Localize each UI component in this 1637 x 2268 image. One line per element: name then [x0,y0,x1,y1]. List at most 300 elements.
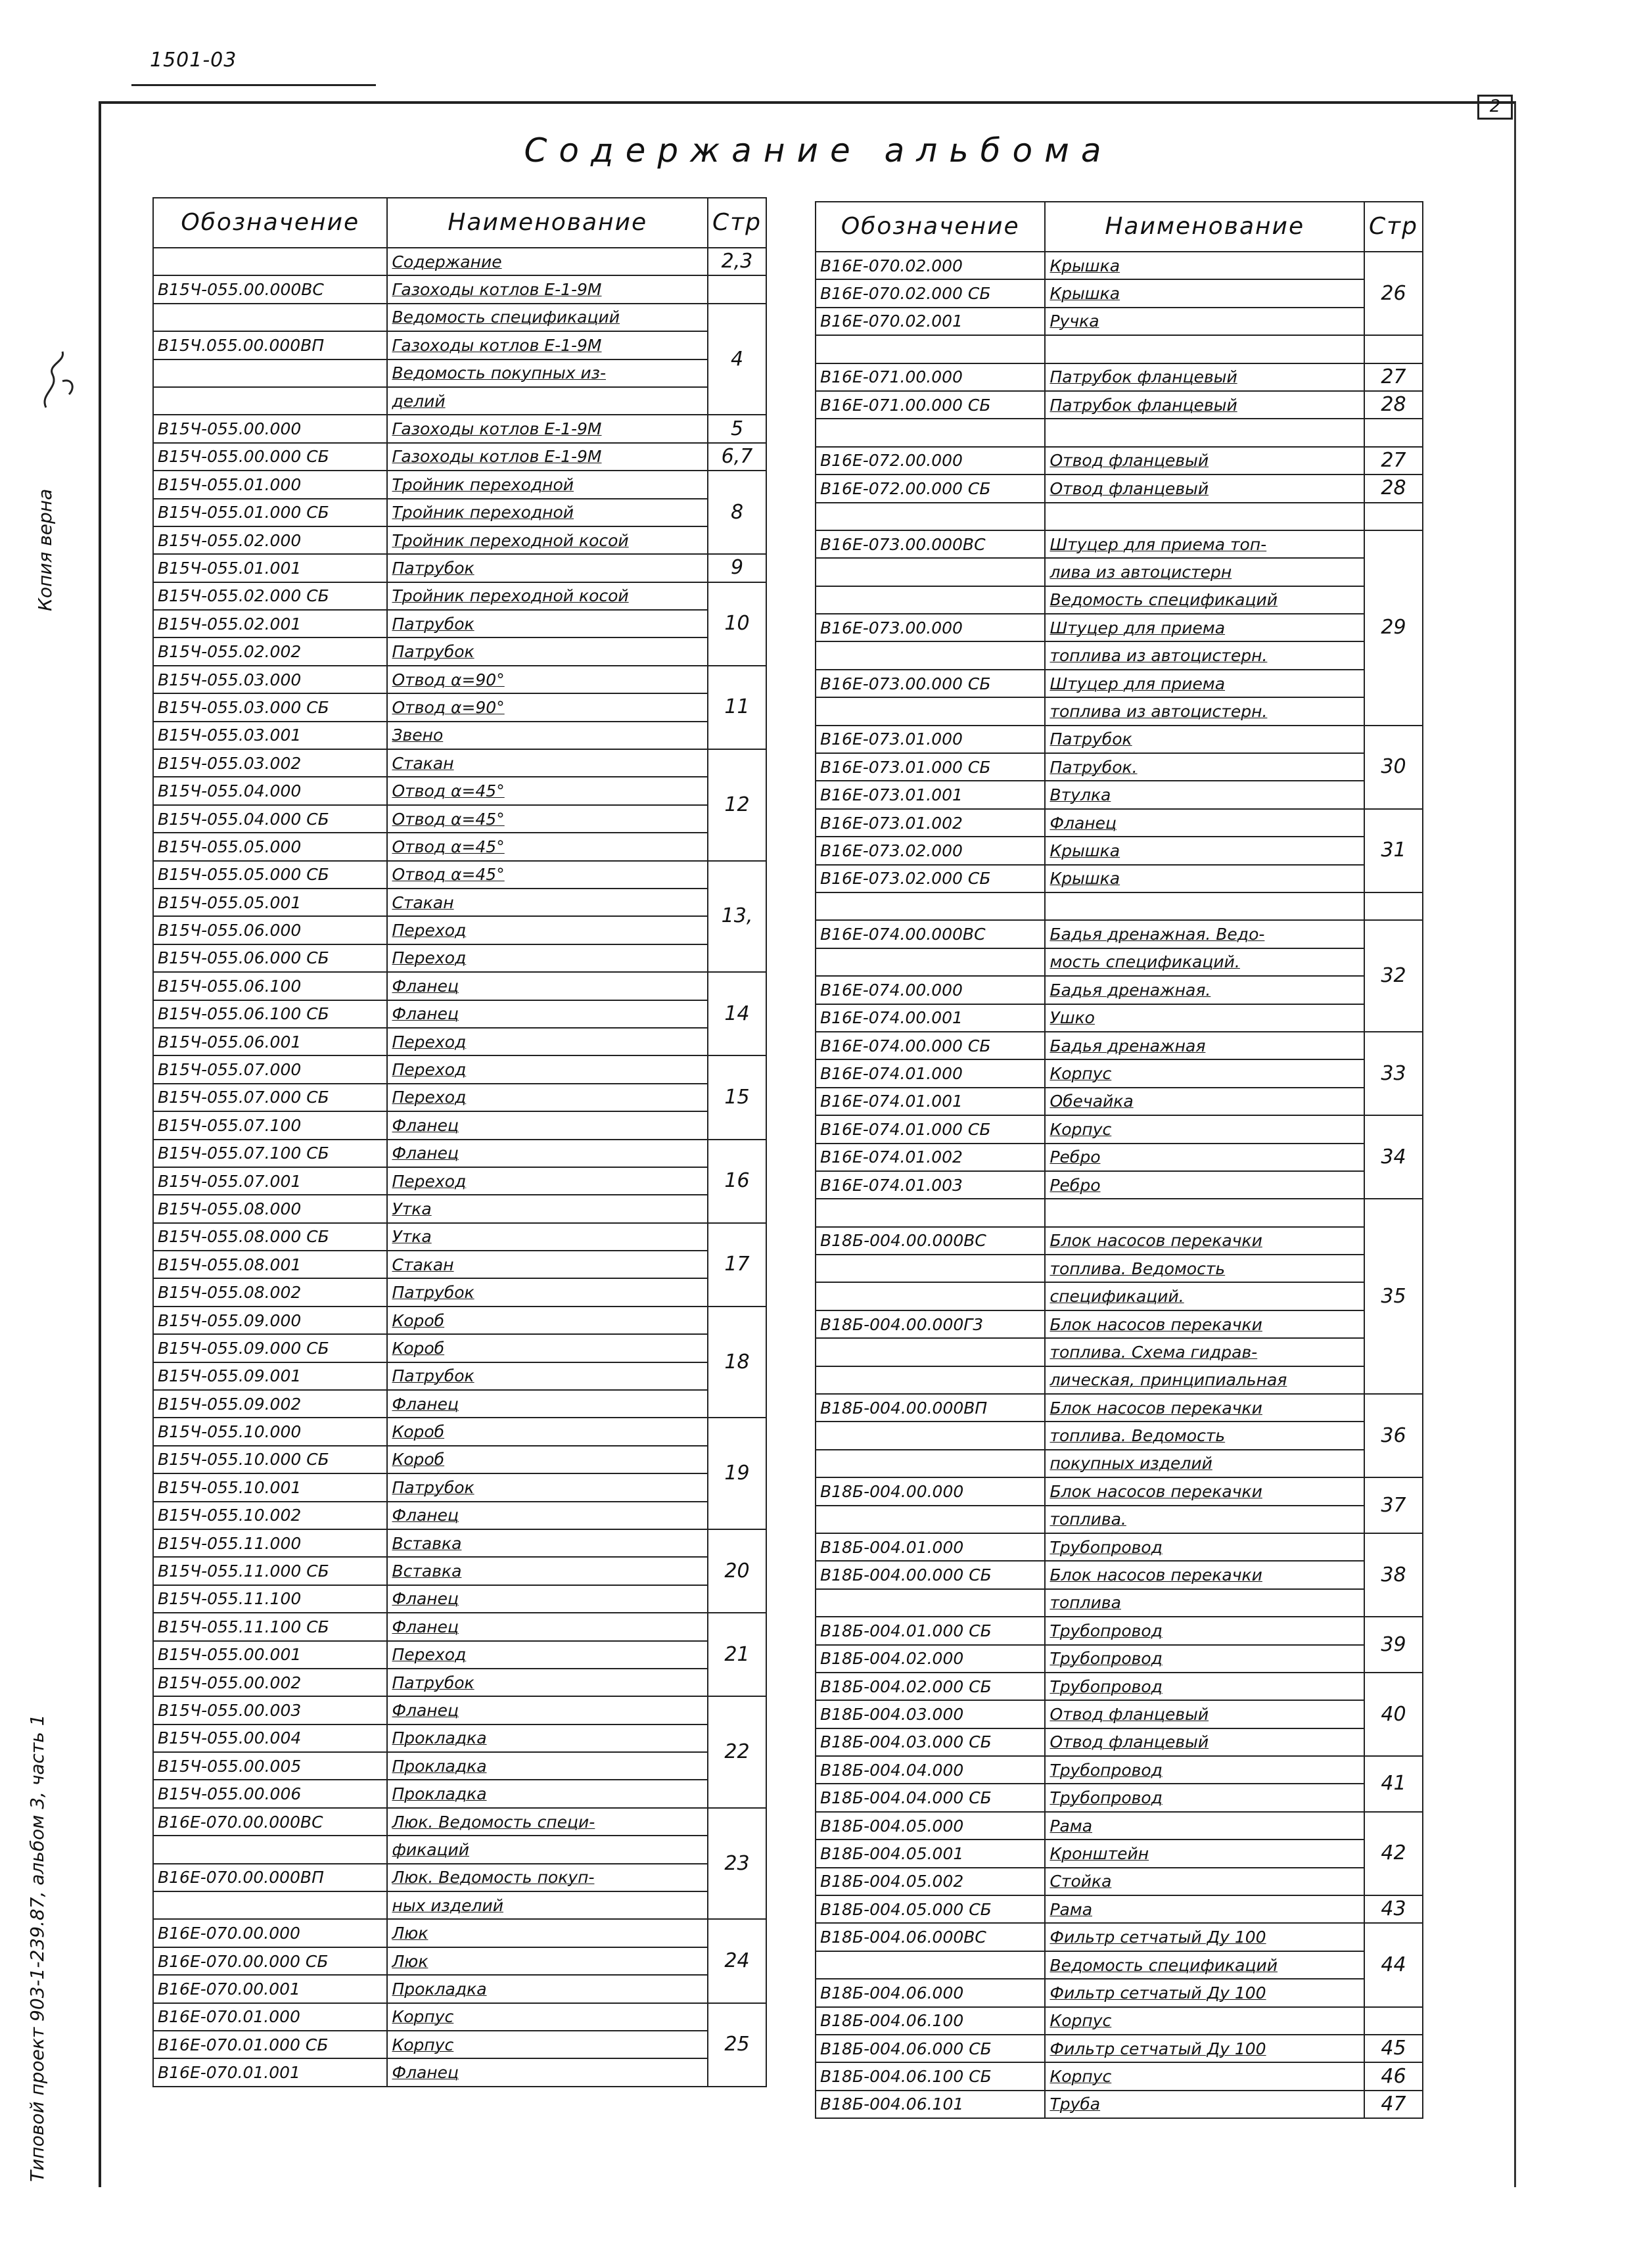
name-cell: Стакан [387,749,708,777]
table-row [816,1617,1423,1644]
table-row [153,1864,766,1891]
name-cell: Штуцер для приема топ- [1045,530,1364,558]
table-row [816,1059,1423,1087]
name-cell: Газоходы котлов Е-1-9М [387,331,708,359]
table-row [816,641,1423,669]
name-cell: Патрубок [387,1473,708,1501]
designation-cell [816,1951,1045,1979]
table-row [153,1919,766,1947]
table-row [816,1171,1423,1199]
table-row [816,1506,1423,1533]
designation-cell: В15Ч-055.08.001 [153,1251,387,1278]
page-cell: 37 [1364,1477,1423,1533]
designation-cell: В16Е-074.00.001 [816,1004,1045,1032]
designation-cell: В15Ч-055.10.000 [153,1418,387,1445]
name-cell: Штуцер для приема [1045,614,1364,641]
table-row [816,1088,1423,1115]
page-cell: 12 [708,749,766,861]
designation-cell: В15Ч-055.11.000 [153,1529,387,1557]
name-cell: Переход [387,1055,708,1083]
name-cell: Отвод α=45° [387,861,708,889]
name-cell: Блок насосов перекачки [1045,1227,1364,1255]
left-table-body [153,248,766,2087]
name-cell [1045,419,1364,446]
page-cell: 47 [1364,2091,1423,2118]
page-cell: 9 [708,554,766,582]
table-row [153,1390,766,1418]
table-row [816,781,1423,808]
table-row [816,474,1423,502]
table-row [816,1700,1423,1728]
name-cell: Крышка [1045,252,1364,279]
table-row [816,530,1423,558]
name-cell: лива из автоцистерн [1045,558,1364,586]
side-stamp-copy: Копия верна [34,488,56,611]
name-cell: Переход [387,916,708,944]
table-row [816,279,1423,307]
name-cell: Стакан [387,889,708,916]
name-cell: ных изделий [387,1891,708,1919]
designation-cell [816,1199,1045,1226]
designation-cell [816,419,1045,446]
page-cell: 11 [708,666,766,749]
name-cell: Отвод α=45° [387,805,708,833]
page-cell: 44 [1364,1923,1423,2006]
table-row [153,1334,766,1362]
designation-cell [816,1255,1045,1282]
table-row [153,749,766,777]
name-cell: Фланец [387,1696,708,1724]
table-row [153,1055,766,1083]
page-cell: 4 [708,304,766,415]
table-header-row [816,202,1423,252]
table-row [816,1394,1423,1422]
name-cell: фикаций [387,1836,708,1863]
name-cell: Утка [387,1195,708,1222]
name-cell: Отвод α=45° [387,833,708,860]
name-cell: топлива. Ведомость [1045,1422,1364,1449]
name-cell: Газоходы котлов Е-1-9М [387,443,708,471]
table-row [153,1808,766,1836]
designation-cell: В18Б-004.06.100 СБ [816,2062,1045,2090]
page-cell: 32 [1364,920,1423,1032]
table-row [153,1529,766,1557]
table-row [153,1891,766,1919]
name-cell: топлива [1045,1589,1364,1617]
name-cell: Ребро [1045,1144,1364,1171]
designation-cell: В16Е-073.00.000 СБ [816,670,1045,697]
name-cell: Короб [387,1446,708,1473]
name-cell: Звено [387,722,708,749]
page-cell: 8 [708,471,766,554]
name-cell: Патрубок [387,554,708,582]
table-row [153,2031,766,2058]
name-cell: Переход [387,1028,708,1055]
table-row [153,554,766,582]
designation-cell [816,503,1045,530]
name-cell: Ведомость спецификаций [1045,586,1364,614]
table-row [153,833,766,860]
designation-cell [816,1450,1045,1477]
designation-cell: В15Ч-055.08.000 СБ [153,1223,387,1251]
name-cell [1045,335,1364,363]
page-cell [1364,892,1423,920]
designation-cell: В18Б-004.06.000 [816,1979,1045,2006]
table-row [816,447,1423,474]
designation-cell: В15Ч-055.06.100 СБ [153,1000,387,1028]
table-row [816,948,1423,976]
table-row [153,248,766,275]
page-cell: 33 [1364,1032,1423,1115]
name-cell: Фланец [387,1000,708,1028]
header-page: Стр [1364,202,1423,252]
designation-cell: В15Ч-055.05.001 [153,889,387,916]
table-row [153,610,766,637]
table-row [816,586,1423,614]
designation-cell: В15Ч-055.11.100 [153,1585,387,1613]
name-cell: Штуцер для приема [1045,670,1364,697]
page-cell: 46 [1364,2062,1423,2090]
table-row [153,1724,766,1752]
designation-cell: В15Ч-055.06.001 [153,1028,387,1055]
table-row [816,614,1423,641]
table-row [816,697,1423,725]
name-cell: Отвод фланцевый [1045,474,1364,502]
name-cell: Корпус [1045,1059,1364,1087]
table-row [816,1840,1423,1867]
name-cell: Патрубок фланцевый [1045,391,1364,419]
name-cell: Обечайка [1045,1088,1364,1115]
page-cell: 34 [1364,1115,1423,1199]
designation-cell: В15Ч-055.08.000 [153,1195,387,1222]
designation-cell: В18Б-004.00.000ВП [816,1394,1045,1422]
designation-cell: В15Ч-055.05.000 [153,833,387,860]
table-row [153,1028,766,1055]
sheet-code-underline [131,84,376,86]
table-row [816,558,1423,586]
table-row [816,1923,1423,1951]
name-cell: Тройник переходной косой [387,526,708,554]
name-cell: Фильтр сетчатый Ду 100 [1045,1923,1364,1951]
header-name: Наименование [387,198,708,248]
designation-cell: В16Е-073.01.001 [816,781,1045,808]
designation-cell: В18Б-004.06.000ВС [816,1923,1045,1951]
designation-cell: В15Ч-055.00.006 [153,1780,387,1807]
table-row [816,1728,1423,1756]
name-cell: Фланец [387,1585,708,1613]
designation-cell: В18Б-004.01.000 СБ [816,1617,1045,1644]
name-cell: Люк. Ведомость покуп- [387,1864,708,1891]
designation-cell: В15Ч-055.02.002 [153,637,387,665]
name-cell: Блок насосов перекачки [1045,1477,1364,1505]
name-cell: Переход [387,944,708,972]
designation-cell: В15Ч-055.02.000 [153,526,387,554]
table-row [816,2091,1423,2118]
name-cell: Фланец [387,972,708,1000]
designation-cell: В15Ч-055.09.001 [153,1362,387,1390]
designation-cell: В16Е-073.00.000ВС [816,530,1045,558]
designation-cell [816,892,1045,920]
designation-cell: В16Е-074.00.000 [816,976,1045,1004]
table-row [816,2062,1423,2090]
designation-cell: В15Ч-055.05.000 СБ [153,861,387,889]
page-cell: 20 [708,1529,766,1613]
page-cell: 10 [708,582,766,666]
name-cell: Рама [1045,1895,1364,1923]
table-row [816,892,1423,920]
name-cell: Бадья дренажная. [1045,976,1364,1004]
designation-cell [153,248,387,275]
name-cell: Короб [387,1418,708,1445]
table-row [816,1589,1423,1617]
name-cell: Фланец [387,1140,708,1167]
designation-cell [816,1422,1045,1449]
designation-cell: В18Б-004.00.000 [816,1477,1045,1505]
designation-cell: В18Б-004.00.000 СБ [816,1561,1045,1588]
designation-cell [816,1506,1045,1533]
table-row [153,1836,766,1863]
designation-cell [153,359,387,387]
signature-icon [33,342,85,414]
designation-cell: В18Б-004.02.000 СБ [816,1673,1045,1700]
designation-cell [153,304,387,331]
table-row [816,809,1423,837]
table-row [816,1366,1423,1394]
name-cell: Патрубок [387,1669,708,1696]
designation-cell: В16Е-071.00.000 [816,363,1045,391]
page-cell: 27 [1364,363,1423,391]
name-cell: Переход [387,1084,708,1111]
name-cell: Патрубок [387,610,708,637]
name-cell: покупных изделий [1045,1450,1364,1477]
name-cell: делий [387,387,708,415]
name-cell: Прокладка [387,1724,708,1752]
table-row [816,1422,1423,1449]
designation-cell [816,1589,1045,1617]
designation-cell: В15Ч-055.00.003 [153,1696,387,1724]
name-cell: Прокладка [387,1780,708,1807]
table-row [816,1282,1423,1310]
page-cell: 28 [1364,474,1423,502]
designation-cell [816,1338,1045,1366]
name-cell: Короб [387,1307,708,1334]
page-cell: 45 [1364,2035,1423,2062]
name-cell: топлива. Схема гидрав- [1045,1338,1364,1366]
header-designation: Обозначение [816,202,1045,252]
table-row [153,1251,766,1278]
designation-cell [816,948,1045,976]
table-row [153,304,766,331]
designation-cell: В15Ч-055.00.005 [153,1752,387,1780]
designation-cell: В16Е-073.00.000 [816,614,1045,641]
name-cell: Утка [387,1223,708,1251]
designation-cell: В16Е-070.00.000 СБ [153,1947,387,1975]
designation-cell [816,1366,1045,1394]
designation-cell: В15Ч-055.07.000 [153,1055,387,1083]
table-row [816,837,1423,864]
page-cell: 24 [708,1919,766,2002]
name-cell: Блок насосов перекачки [1045,1561,1364,1588]
name-cell: Ведомость покупных из- [387,359,708,387]
table-row [153,499,766,526]
designation-cell: В15Ч-055.09.002 [153,1390,387,1418]
page-cell [708,275,766,303]
table-row [153,1585,766,1613]
designation-cell: В15Ч-055.10.001 [153,1473,387,1501]
designation-cell: В18Б-004.05.000 [816,1812,1045,1840]
table-row [153,1641,766,1669]
page-cell [1364,335,1423,363]
name-cell: Фланец [387,2058,708,2086]
table-row [816,1450,1423,1477]
designation-cell: В18Б-004.05.000 СБ [816,1895,1045,1923]
name-cell: Трубопровод [1045,1673,1364,1700]
name-cell: Патрубок [1045,726,1364,753]
name-cell: топлива из автоцистерн. [1045,697,1364,725]
table-row [153,805,766,833]
table-row [816,2007,1423,2035]
name-cell: Ведомость спецификаций [1045,1951,1364,1979]
page-cell: 36 [1364,1394,1423,1477]
table-row [153,1669,766,1696]
name-cell: Корпус [387,2031,708,2058]
page-cell: 22 [708,1696,766,1808]
designation-cell: В15Ч-055.00.000 СБ [153,443,387,471]
table-row [153,359,766,387]
page-cell: 2,3 [708,248,766,275]
table-row [816,391,1423,419]
name-cell: Патрубок [387,1362,708,1390]
page-cell: 26 [1364,252,1423,335]
designation-cell: В16Е-071.00.000 СБ [816,391,1045,419]
table-row [816,363,1423,391]
table-row [816,1004,1423,1032]
page-cell: 25 [708,2003,766,2087]
designation-cell: В18Б-004.03.000 СБ [816,1728,1045,1756]
designation-cell: В16Е-070.01.000 СБ [153,2031,387,2058]
name-cell: топлива из автоцистерн. [1045,641,1364,669]
designation-cell: В15Ч-055.11.100 СБ [153,1613,387,1640]
table-header-row [153,198,766,248]
table-row [816,2035,1423,2062]
table-row [816,1338,1423,1366]
designation-cell: В16Е-074.01.002 [816,1144,1045,1171]
table-row [816,1477,1423,1505]
designation-cell: В16Е-073.01.002 [816,809,1045,837]
page-cell: 28 [1364,391,1423,419]
designation-cell: В18Б-004.05.001 [816,1840,1045,1867]
table-row [816,1673,1423,1700]
side-stamp-project: Типовой проект 903-1-239.87, альбом 3, часть 1 [26,1714,48,2182]
page-cell: 16 [708,1140,766,1223]
page-cell: 35 [1364,1199,1423,1394]
name-cell: Корпус [1045,1115,1364,1143]
name-cell: Тройник переходной [387,471,708,498]
table-row [153,443,766,471]
name-cell: Патрубок фланцевый [1045,363,1364,391]
table-row [816,1032,1423,1059]
name-cell: Патрубок [387,637,708,665]
designation-cell: В15Ч-055.03.000 [153,666,387,693]
table-row [153,471,766,498]
name-cell: Крышка [1045,837,1364,864]
table-row [816,1784,1423,1811]
table-row [816,1645,1423,1673]
designation-cell: В15Ч-055.00.000ВС [153,275,387,303]
name-cell: Тройник переходной косой [387,582,708,610]
name-cell: Газоходы котлов Е-1-9М [387,275,708,303]
name-cell: Фланец [1045,809,1364,837]
table-row [816,1756,1423,1784]
table-row [816,252,1423,279]
name-cell: Кронштейн [1045,1840,1364,1867]
table-row [816,920,1423,948]
name-cell: Вставка [387,1557,708,1585]
designation-cell: В16Е-070.02.001 [816,308,1045,335]
table-row [816,1561,1423,1588]
page-cell: 21 [708,1613,766,1696]
table-row [153,2058,766,2086]
designation-cell: В16Е-074.01.001 [816,1088,1045,1115]
designation-cell: В18Б-004.02.000 [816,1645,1045,1673]
name-cell: Отвод фланцевый [1045,1728,1364,1756]
name-cell: лическая, принципиальная [1045,1366,1364,1394]
table-row [816,419,1423,446]
name-cell: Фланец [387,1613,708,1640]
designation-cell: В15Ч-055.10.000 СБ [153,1446,387,1473]
table-row [153,693,766,721]
name-cell: топлива. [1045,1506,1364,1533]
designation-cell: В16Е-070.02.000 [816,252,1045,279]
name-cell: Фильтр сетчатый Ду 100 [1045,1979,1364,2006]
name-cell: Газоходы котлов Е-1-9М [387,415,708,442]
page-cell: 18 [708,1307,766,1418]
name-cell: Трубопровод [1045,1617,1364,1644]
table-row [816,1951,1423,1979]
name-cell: спецификаций. [1045,1282,1364,1310]
name-cell: Трубопровод [1045,1533,1364,1561]
designation-cell [816,641,1045,669]
name-cell [1045,1199,1364,1226]
table-row [153,275,766,303]
table-row [816,753,1423,781]
designation-cell [153,387,387,415]
designation-cell: В15Ч-055.01.001 [153,554,387,582]
table-row [816,1144,1423,1171]
designation-cell: В16Е-070.00.001 [153,1975,387,2002]
table-row [816,335,1423,363]
header-name: Наименование [1045,202,1364,252]
table-row [153,1362,766,1390]
name-cell: Стойка [1045,1868,1364,1895]
table-row [816,308,1423,335]
name-cell: Прокладка [387,1752,708,1780]
page-cell: 42 [1364,1812,1423,1895]
name-cell: Ведомость спецификаций [387,304,708,331]
page-cell: 15 [708,1055,766,1139]
table-row [816,1868,1423,1895]
table-row [153,1000,766,1028]
designation-cell: В18Б-004.03.000 [816,1700,1045,1728]
name-cell: Отвод фланцевый [1045,1700,1364,1728]
table-row [153,1195,766,1222]
designation-cell: В15Ч-055.06.100 [153,972,387,1000]
designation-cell: В16Е-070.01.001 [153,2058,387,2086]
name-cell: Вставка [387,1529,708,1557]
table-row [153,916,766,944]
designation-cell: В15Ч-055.03.000 СБ [153,693,387,721]
designation-cell [816,335,1045,363]
